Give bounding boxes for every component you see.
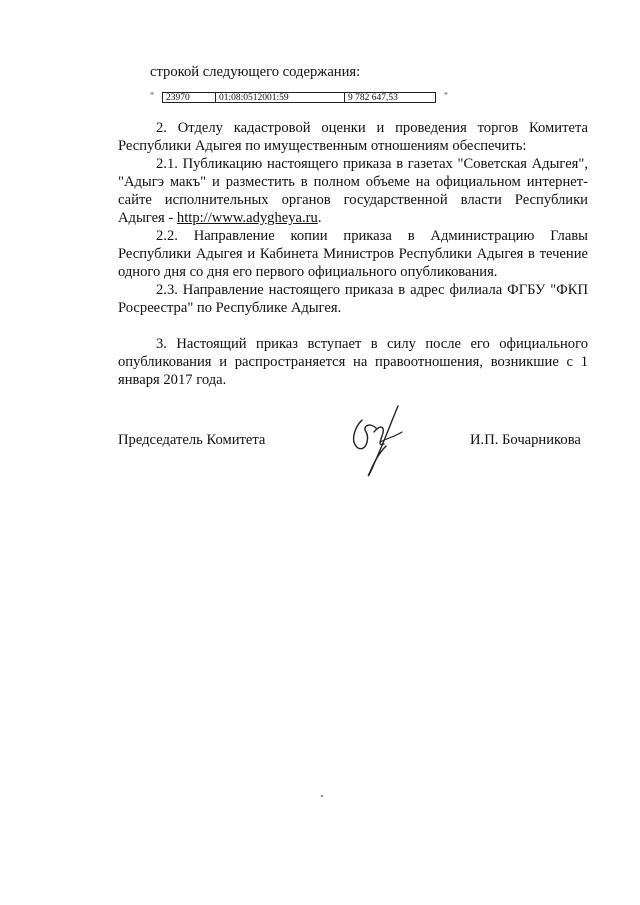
- p21-line-4-prefix: Адыгея -: [118, 210, 177, 226]
- p21-line-4-suffix: .: [317, 210, 322, 226]
- signatory-name: И.П. Бочарникова: [470, 432, 581, 448]
- signatory-title: Председатель Комитета: [118, 432, 266, 448]
- p22-line-1: 2.2. Направление копии приказа в Администрацию Главы: [156, 228, 588, 244]
- p22-line-3: одного дня со дня его первого официального опубликования.: [118, 264, 498, 280]
- p2-line-1: 2. Отделу кадастровой оценки и проведения торгов Комитета: [156, 120, 588, 136]
- p21-line-3: сайте исполнительных органов государственной власти Республики: [118, 192, 588, 208]
- website-link[interactable]: http://www.adygheya.ru: [176, 210, 318, 226]
- row-cell-value: 9 782 647,53: [344, 92, 436, 103]
- p3-line-1: 3. Настоящий приказ вступает в силу после его официального: [156, 336, 588, 352]
- row-cell-number: 23970: [162, 92, 216, 103]
- scan-speck: [321, 795, 323, 797]
- p21-line-2: "Адыгэ макъ" и разместить в полном объеме на официальном интернет-: [118, 174, 588, 190]
- open-quote: ": [150, 92, 154, 102]
- p3-line-3: января 2017 года.: [118, 372, 227, 388]
- p2-line-2: Республики Адыгея по имущественным отношениям обеспечить:: [118, 138, 527, 154]
- p23-line-1: 2.3. Направление настоящего приказа в адрес филиала ФГБУ "ФКП: [156, 282, 588, 298]
- p3-line-2: опубликования и распространяется на правоотношения, возникшие с 1: [118, 354, 588, 370]
- close-quote: ": [444, 92, 448, 102]
- p21-line-4: [118, 209, 321, 227]
- handwritten-signature: [340, 402, 410, 482]
- p22-line-2: Республики Адыгея и Кабинета Министров Республики Адыгея в течение: [118, 246, 588, 262]
- p21-line-1: 2.1. Публикацию настоящего приказа в газетах "Советская Адыгея",: [156, 156, 588, 172]
- p23-line-2: Росреестра" по Республике Адыгея.: [118, 300, 342, 316]
- row-cell-cadastral-number: 01:08:0512001:59: [215, 92, 345, 103]
- intro-line: строкой следующего содержания:: [150, 64, 361, 80]
